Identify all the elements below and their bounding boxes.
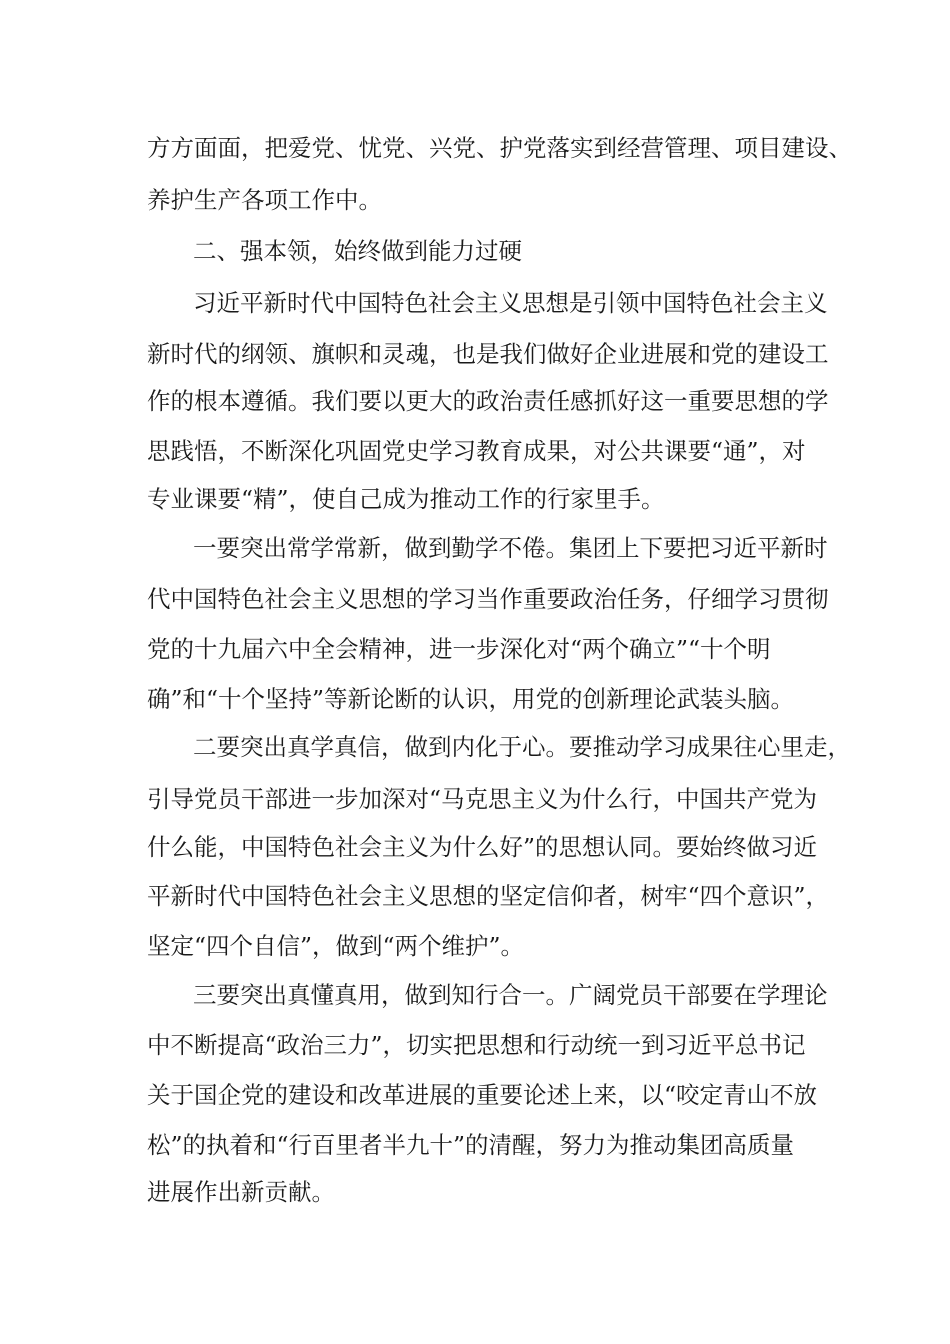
text-line: 中不断提高“政治三力”，切实把思想和行动统一到习近平总书记: [147, 1031, 806, 1059]
text-line: 引导党员干部进一步加深对“马克思主义为什么行，中国共产党为: [147, 785, 818, 813]
text-line: 代中国特色社会主义思想的学习当作重要政治任务，仔细学习贯彻: [147, 585, 829, 613]
text-line: 关于国企党的建设和改革进展的重要论述上来，以“咬定青山不放: [147, 1081, 818, 1109]
text-line: 平新时代中国特色社会主义思想的坚定信仰者，树牢“四个意识”，: [147, 882, 830, 910]
text-line: 思践悟，不断深化巩固党史学习教育成果，对公共课要“通”，对: [147, 437, 806, 465]
text-line: 坚定“四个自信”，做到“两个维护”。: [147, 932, 525, 960]
text-line: 新时代的纲领、旗帜和灵魂，也是我们做好企业进展和党的建设工: [147, 340, 829, 368]
text-line: 作的根本遵循。我们要以更大的政治责任感抓好这一重要思想的学: [147, 387, 829, 415]
section-heading: 二、强本领，始终做到能力过硬: [193, 237, 522, 265]
text-line: 进展作出新贡献。: [147, 1178, 335, 1206]
text-line: 习近平新时代中国特色社会主义思想是引领中国特色社会主义: [193, 289, 828, 317]
text-line: 松”的执着和“行百里者半九十”的清醒，努力为推动集团高质量: [147, 1131, 795, 1159]
text-line: 确”和“十个坚持”等新论断的认识，用党的创新理论武装头脑。: [147, 685, 795, 713]
text-line: 一要突出常学常新，做到勤学不倦。集团上下要把习近平新时: [193, 534, 828, 562]
text-line: 二要突出真学真信，做到内化于心。要推动学习成果往心里走，: [193, 733, 851, 761]
text-line: 三要突出真懂真用，做到知行合一。广阔党员干部要在学理论: [193, 981, 828, 1009]
text-line: 什么能，中国特色社会主义为什么好”的思想认同。要始终做习近: [147, 833, 818, 861]
text-line: 方方面面，把爱党、忧党、兴党、护党落实到经营管理、项目建设、: [147, 134, 852, 162]
text-line: 专业课要“精”，使自己成为推动工作的行家里手。: [147, 485, 665, 513]
text-line: 养护生产各项工作中。: [147, 186, 382, 214]
text-line: 党的十九届六中全会精神，进一步深化对“两个确立”“十个明: [147, 635, 771, 663]
